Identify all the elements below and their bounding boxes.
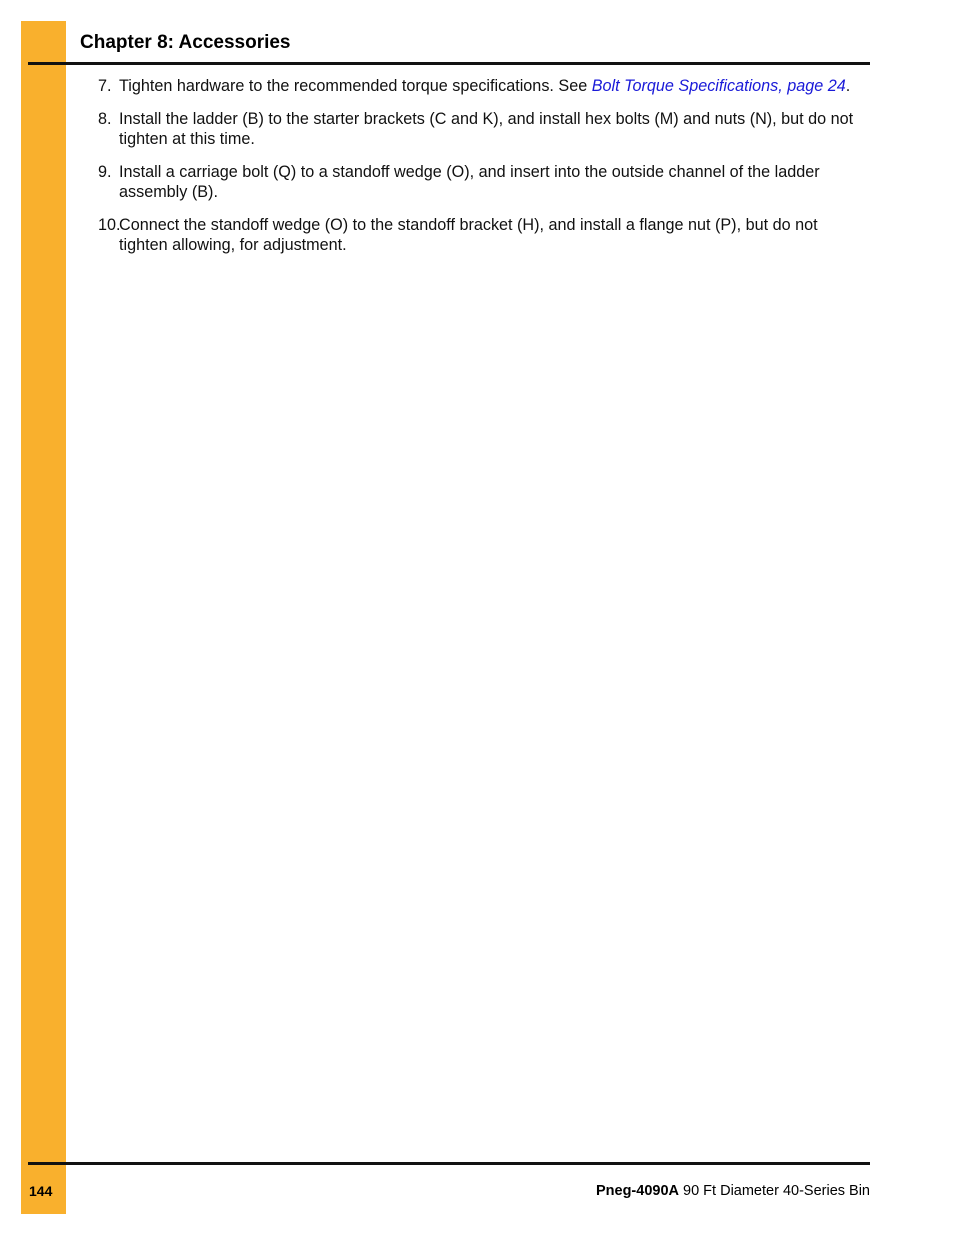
step-9 (98, 162, 858, 203)
doc-code: Pneg-4090A (595, 1183, 679, 1199)
step-number: 8. (98, 109, 112, 128)
doc-title: 90 Ft Diameter 40-Series Bin (679, 1183, 870, 1199)
step-text: Connect the standoff wedge (O) to the standoff bracket (H), and install a flange nut (P), but do not tighten allowing, for adjustment. (119, 215, 818, 254)
footer-document-title (596, 1183, 870, 1199)
header-rule (28, 62, 870, 65)
step-number: 7. (98, 77, 112, 95)
footer-rule (28, 1162, 870, 1165)
step-text: Install the ladder (B) to the starter brackets (C and K), and install hex bolts (M) and nuts (N), but do not tighten at this time. (119, 109, 854, 148)
step-number: 9. (98, 162, 112, 181)
step-text: Install a carriage bolt (Q) to a standoff wedge (O), and insert into the outside channel of the ladder assembly (B). (119, 162, 820, 201)
step-text: Tighten hardware to the recommended torque specifications. See (119, 77, 592, 95)
instruction-steps (98, 76, 858, 268)
step-10 (98, 215, 858, 256)
step-7 (98, 76, 858, 97)
step-text-end: . (845, 77, 851, 95)
bolt-torque-link[interactable]: Bolt Torque Specifications, page 24 (591, 77, 846, 95)
step-8 (98, 109, 858, 150)
chapter-title: Chapter 8: Accessories (80, 32, 291, 53)
chapter-side-bar (21, 21, 66, 1214)
page-number: 144 (29, 1183, 53, 1199)
step-number: 10. (98, 215, 121, 234)
